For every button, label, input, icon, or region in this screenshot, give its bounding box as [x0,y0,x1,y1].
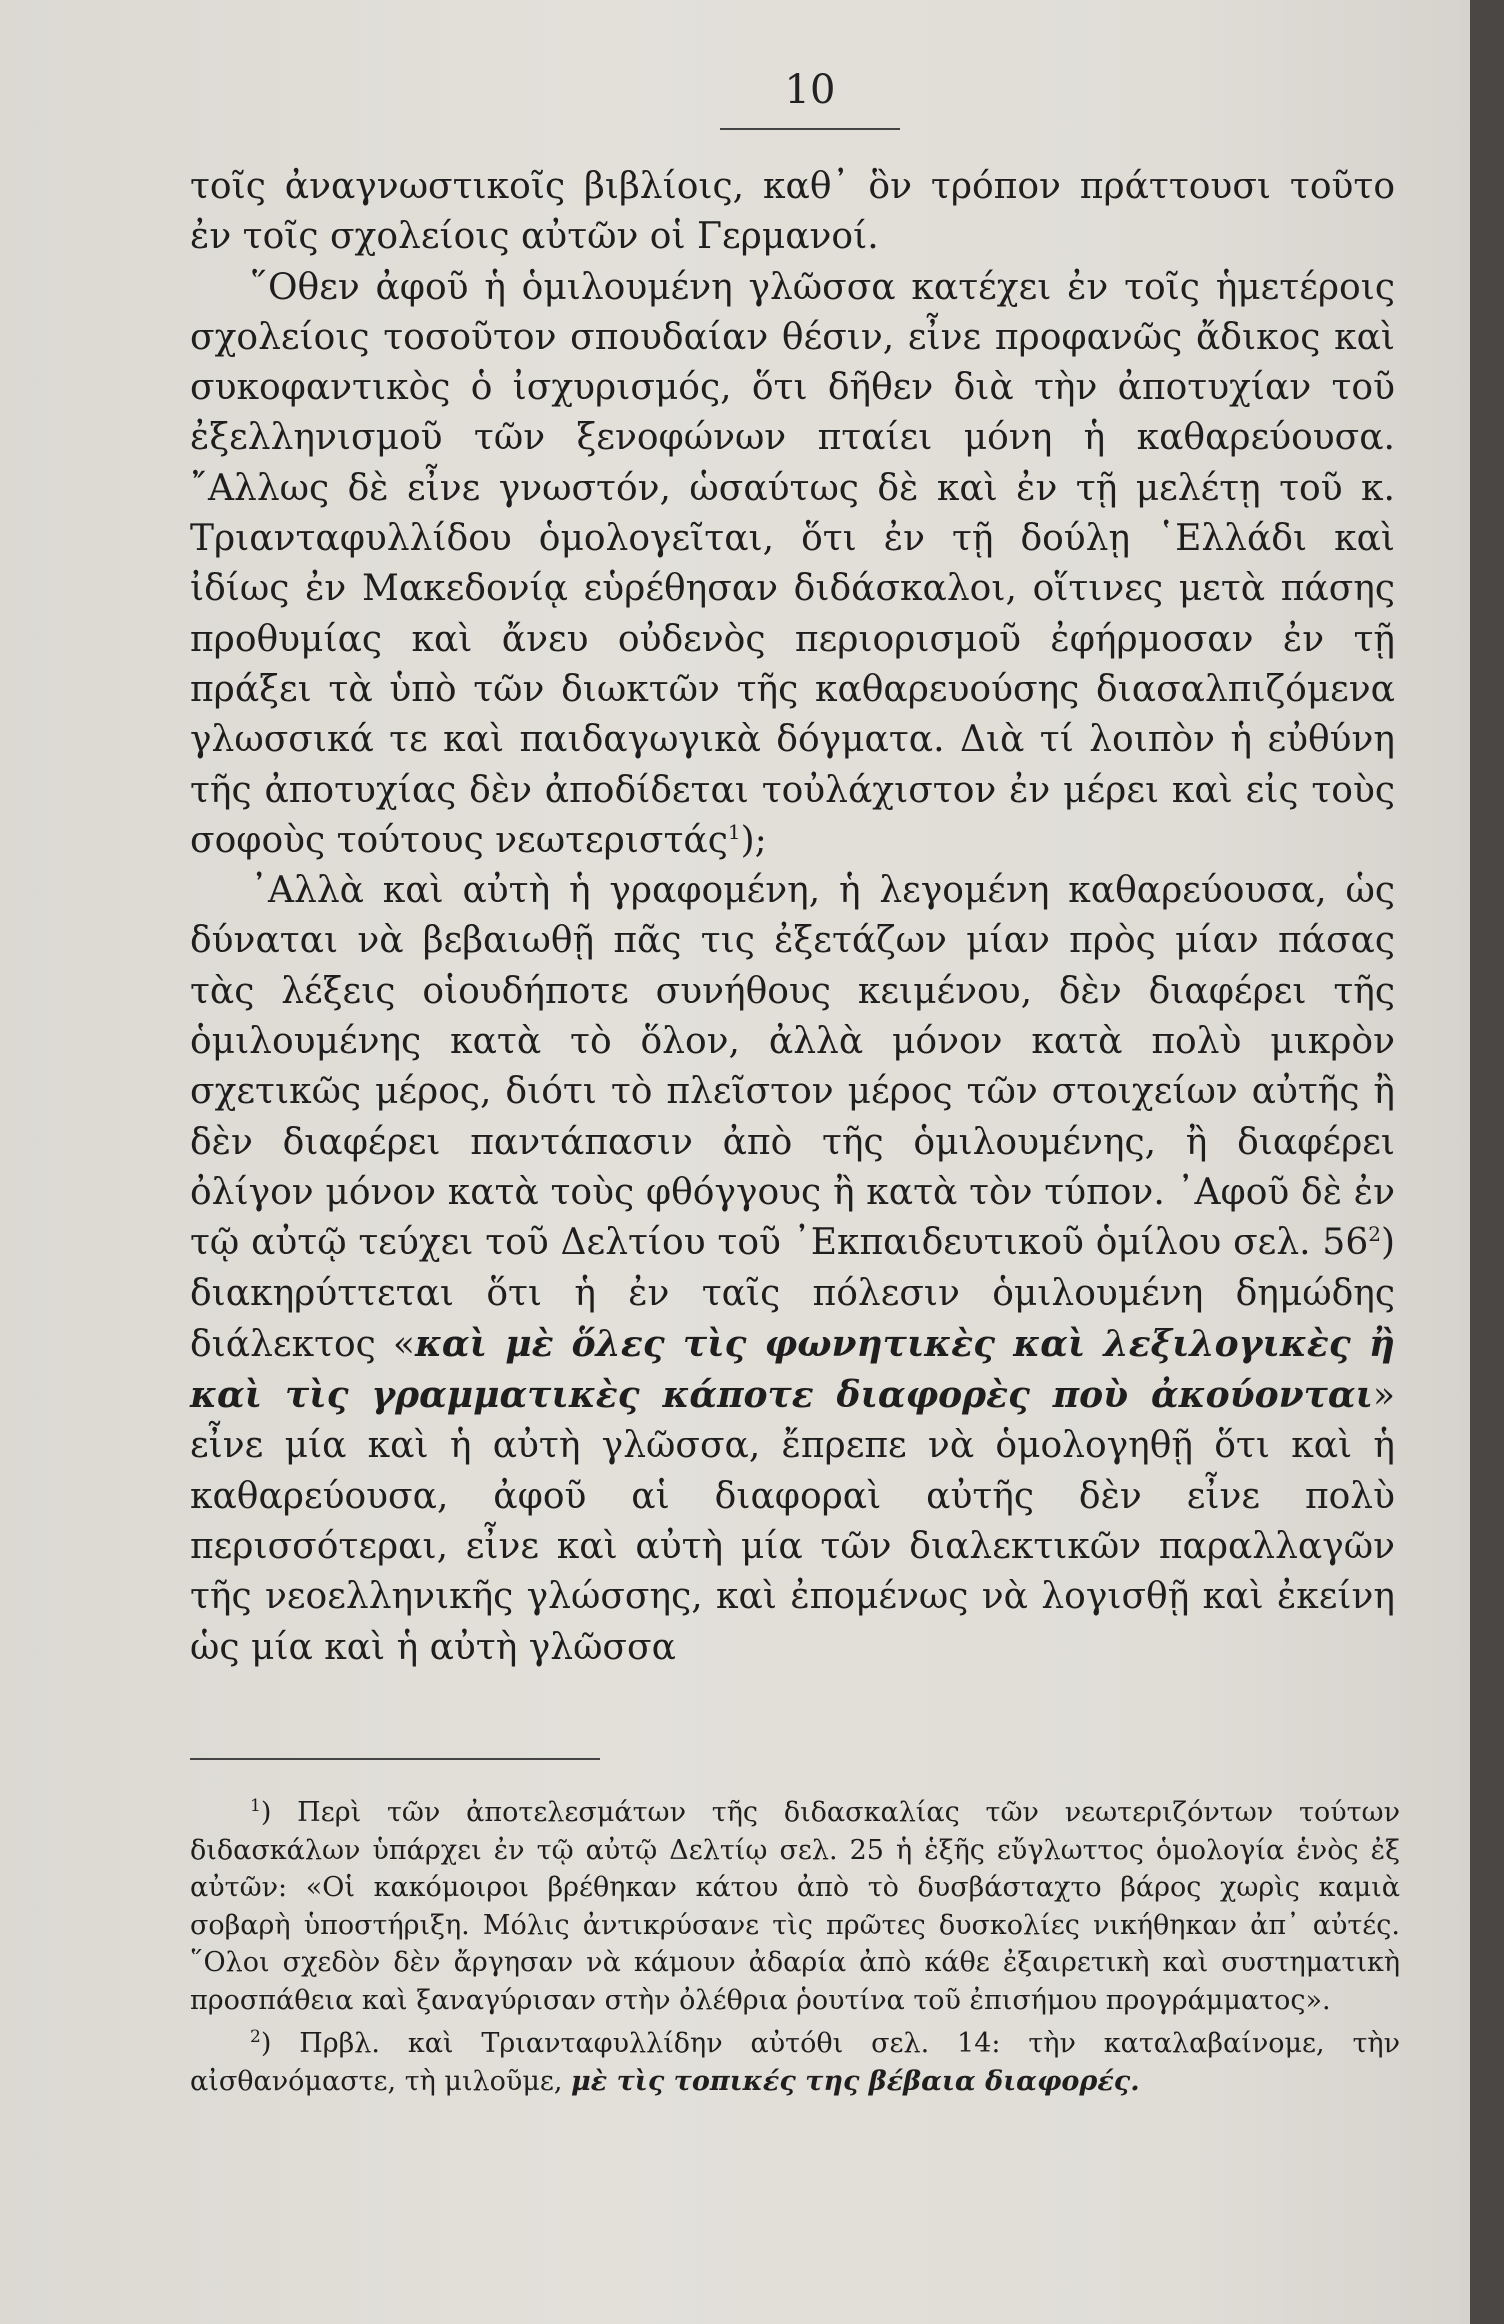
footnote-ref-2[interactable]: 2 [1368,1222,1381,1247]
paragraph-3 [190,866,1395,1673]
page-number: 10 [784,67,836,113]
paragraph-3-quote: καὶ μὲ ὅλες τὶς φωνητικὲς καὶ λεξιλογικὲς ἢ καὶ τὶς γραμματικὲς κάποτε διαφορὲς ποὺ ἀκούονται [190,1322,1395,1417]
paragraph-2-tail: ); [740,819,767,861]
footnotes [190,1788,1400,2100]
paragraph-2 [190,263,1395,867]
footnote-2-marker: 2 [250,2027,261,2047]
footnote-1 [190,1788,1400,2019]
footnote-2-emphasis: μὲ τὶς τοπικές της βέβαια διαφορές. [571,2065,1140,2097]
paragraph-3-part-a: ᾽Αλλὰ καὶ αὐτὴ ἡ γραφομένη, ἡ λεγομένη καθαρεύουσα, ὡς δύναται νὰ βεβαιωθῇ πᾶς τις ἐξετάζων μίαν πρὸς μίαν πάσας τὰς λέξεις οἱουδήποτε συνήθους κειμένου, δὲν διαφέρει τῆς ὁμιλουμένης κατὰ τὸ ὅλον, ἀλλὰ μόνον κατὰ πολὺ μικρὸν σχετικῶς μέρος, διότι τὸ πλεῖστον μέρος τῶν στοιχείων αὐτῆς ἢ δὲν διαφέρει παντάπασιν ἀπὸ τῆς ὁμιλουμένης, ἢ διαφέρει ὀλίγον μόνον κατὰ τοὺς φθόγγους ἢ κατὰ τὸν τύπον. ᾽Αφοῦ δὲ ἐν τῷ αὐτῷ τεύχει τοῦ Δελτίου τοῦ ᾽Εκπαιδευτικοῦ ὁμίλου σελ. 56 [190,870,1395,1264]
footnote-separator [190,1758,600,1760]
footnote-2-text: ) Πρβλ. καὶ Τριανταφυλλίδην αὐτόθι σελ. 14: τὴν καταλαβαίνομε, τὴν αἰσθανόμαστε, τὴ μιλοῦμε, [190,2028,1400,2097]
page-number-rule [720,128,900,130]
paragraph-2-text: ῞Οθεν ἀφοῦ ἡ ὁμιλουμένη γλῶσσα κατέχει ἐν τοῖς ἡμετέροις σχολείοις τοσοῦτον σπουδαίαν θέσιν, εἶνε προφανῶς ἄδικος καὶ συκοφαντικὸς ὁ ἰσχυρισμός, ὅτι δῆθεν διὰ τὴν ἀποτυχίαν τοῦ ἐξελληνισμοῦ τῶν ξενοφώνων πταίει μόνη ἡ καθαρεύουσα. ῎Αλλως δὲ εἶνε γνωστόν, ὡσαύτως δὲ καὶ ἐν τῇ μελέτῃ τοῦ κ. Τριανταφυλλίδου ὁμολογεῖται, ὅτι ἐν τῇ δούλῃ ῾Ελλάδι καὶ ἰδίως ἐν Μακεδονίᾳ εὑρέθησαν διδάσκαλοι, οἵτινες μετὰ πάσης προθυμίας καὶ ἄνευ οὐδενὸς περιορισμοῦ ἐφήρμοσαν ἐν τῇ πράξει τὰ ὑπὸ τῶν διωκτῶν τῆς καθαρευούσης διασαλπιζόμενα γλωσσικά τε καὶ παιδαγωγικὰ δόγματα. Διὰ τί λοιπὸν ἡ εὐθύνη τῆς ἀποτυχίας δὲν ἀποδίδεται τοὐλάχιστον ἐν μέρει καὶ εἰς τοὺς σοφοὺς τούτους νεωτεριστάς [190,266,1395,861]
footnote-1-marker: 1 [250,1796,261,1816]
footnote-ref-1[interactable]: 1 [727,819,741,844]
paragraph-3-part-c: » εἶνε μία καὶ ἡ αὐτὴ γλῶσσα, ἔπρεπε νὰ ὁμολογηθῇ ὅτι καὶ ἡ καθαρεύουσα, ἀφοῦ αἱ διαφοραὶ αὐτῆς δὲν εἶνε πολὺ περισσότεραι, εἶνε καὶ αὐτὴ μία τῶν διαλεκτικῶν παραλλαγῶν τῆς νεοελληνικῆς γλώσσης, καὶ ἐπομένως νὰ λογισθῇ καὶ ἐκείνη ὡς μία καὶ ἡ αὐτὴ γλῶσσα [190,1375,1395,1668]
footnote-2 [190,2019,1400,2100]
footnote-1-text: ) Περὶ τῶν ἀποτελεσμάτων τῆς διδασκαλίας τῶν νεωτεριζόντων τούτων διδασκάλων ὑπάρχει ἐν τῷ αὐτῷ Δελτίῳ σελ. 25 ἡ ἑξῆς εὔγλωττος ὁμολογία ἑνὸς ἐξ αὐτῶν: «Οἱ κακόμοιροι βρέθηκαν κάτου ἀπὸ τὸ δυσβάσταχτο βάρος χωρὶς καμιὰ σοβαρὴ ὑποστήριξη. Μόλις ἀντικρύσανε τὶς πρῶτες δυσκολίες νικήθηκαν ἀπ᾽ αὐτές. ῞Ολοι σχεδὸν δὲν ἄργησαν νὰ κάμουν ἀδαρία ἀπὸ κάθε ἐξαιρετικὴ καὶ συστηματικὴ προσπάθεια καὶ ξαναγύρισαν στὴν ὀλέθρια ῥουτίνα τοῦ ἐπισήμου προγράμματος». [190,1797,1400,2016]
paragraph-1: τοῖς ἀναγνωστικοῖς βιβλίοις, καθ᾽ ὃν τρόπον πράττουσι τοῦτο ἐν τοῖς σχολείοις αὐτῶν οἱ Γερμανοί. [190,166,1395,258]
main-text [190,162,1395,1673]
paragraph-3-part-b: ) διακηρύττεται ὅτι ἡ ἐν ταῖς πόλεσιν ὁμιλουμένη δημώδης διάλεκτος « [190,1222,1395,1365]
